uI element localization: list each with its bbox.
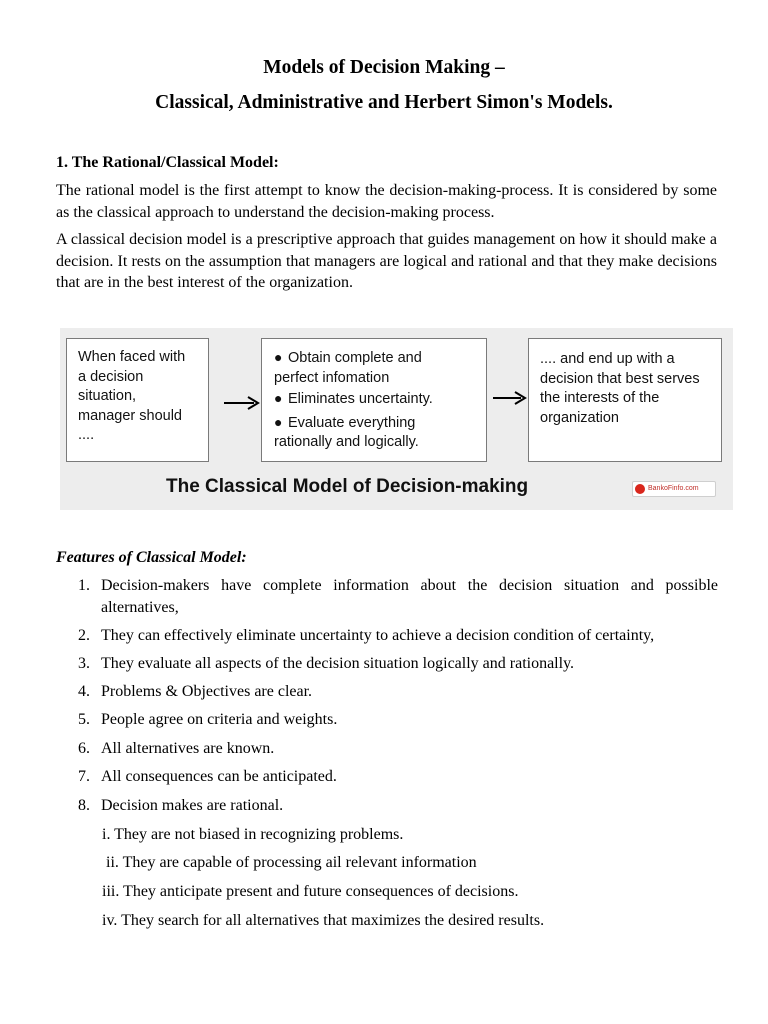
bullet-icon: ●: [274, 413, 283, 430]
bullet-icon: ●: [274, 390, 283, 406]
box-line: a decision: [78, 368, 144, 385]
box-line: decision that best serves: [540, 370, 700, 387]
logo-text: BankoFinfo.com: [648, 485, 699, 492]
list-number: 7.: [78, 768, 90, 785]
list-item: [78, 653, 718, 675]
sub-list-item: i. They are not biased in recognizing problems.: [102, 826, 404, 843]
sub-list-item: iv. They search for all alternatives that maximizes the desired results.: [102, 912, 545, 929]
document-title-line-1: Models of Decision Making –: [263, 57, 505, 78]
list-item: [78, 709, 718, 731]
list-number: 2.: [78, 627, 90, 644]
list-text: Problems & Objectives are clear.: [101, 683, 313, 700]
list-number: 8.: [78, 797, 90, 814]
list-item: [78, 575, 718, 618]
bullet-continuation: perfect infomation: [274, 369, 390, 386]
list-item: [78, 681, 718, 703]
list-text: They can effectively eliminate uncertainty to achieve a decision condition of certainty,: [101, 627, 655, 644]
list-text: People agree on criteria and weights.: [101, 711, 338, 728]
box-line: situation,: [78, 388, 137, 404]
right-arrow-icon: [493, 391, 527, 405]
bullet-item: ● Obtain complete and: [274, 349, 422, 366]
box-line: manager should: [78, 407, 182, 424]
box-line: When faced with: [78, 349, 186, 365]
list-item: [78, 625, 718, 647]
figure-box-actions: [261, 338, 487, 462]
paragraph-classical-decision-model: A classical decision model is a prescriptive approach that guides management on how it should make a decision. It rests on the assumption that managers are logical and rational and that they make decisions that are in the best interest of the organization.: [56, 231, 717, 291]
list-item: [78, 795, 718, 817]
document-title-line-2: Classical, Administrative and Herbert Simon's Models.: [155, 92, 613, 113]
bullet-icon: ●: [274, 349, 283, 365]
box-line: ....: [78, 427, 95, 443]
list-text: Decision makes are rational.: [101, 797, 284, 814]
bullet-continuation: rationally and logically.: [274, 434, 419, 450]
sub-list-item: iii. They anticipate present and future consequences of decisions.: [102, 883, 519, 900]
figure-box-situation: [66, 338, 209, 462]
list-text: All alternatives are known.: [101, 740, 275, 757]
sub-list-item: ii. They are capable of processing ail relevant information: [106, 854, 477, 871]
list-number: 1.: [78, 577, 90, 594]
list-text: Decision-makers have complete information about the decision situation and possible alternatives,: [101, 577, 718, 616]
list-number: 3.: [78, 655, 90, 672]
list-item: [78, 766, 718, 788]
list-number: 4.: [78, 683, 90, 700]
list-number: 6.: [78, 740, 90, 757]
paragraph-rational-model-intro: The rational model is the first attempt to know the decision-making-process. It is considered by some as the classical approach to understand the decision-making process.: [56, 182, 717, 221]
box-line: organization: [540, 409, 619, 426]
classical-model-figure: [60, 328, 733, 510]
list-text: They evaluate all aspects of the decision situation logically and rationally.: [101, 655, 575, 672]
logo-circle-icon: [635, 484, 645, 494]
box-line: the interests of the: [540, 390, 660, 406]
list-item: [78, 738, 718, 760]
bankofinfo-logo: [632, 481, 716, 497]
figure-box-outcome: [528, 338, 722, 462]
features-heading: Features of Classical Model:: [56, 549, 247, 566]
figure-caption: The Classical Model of Decision-making: [166, 476, 529, 497]
list-number: 5.: [78, 711, 90, 728]
list-text: All consequences can be anticipated.: [101, 768, 337, 785]
right-arrow-icon: [224, 396, 260, 410]
box-line: .... and end up with a: [540, 351, 675, 367]
bullet-item: ● Eliminates uncertainty.: [274, 390, 433, 407]
bullet-item: ● Evaluate everything: [274, 413, 416, 431]
section-heading-rational-model: 1. The Rational/Classical Model:: [56, 154, 279, 171]
